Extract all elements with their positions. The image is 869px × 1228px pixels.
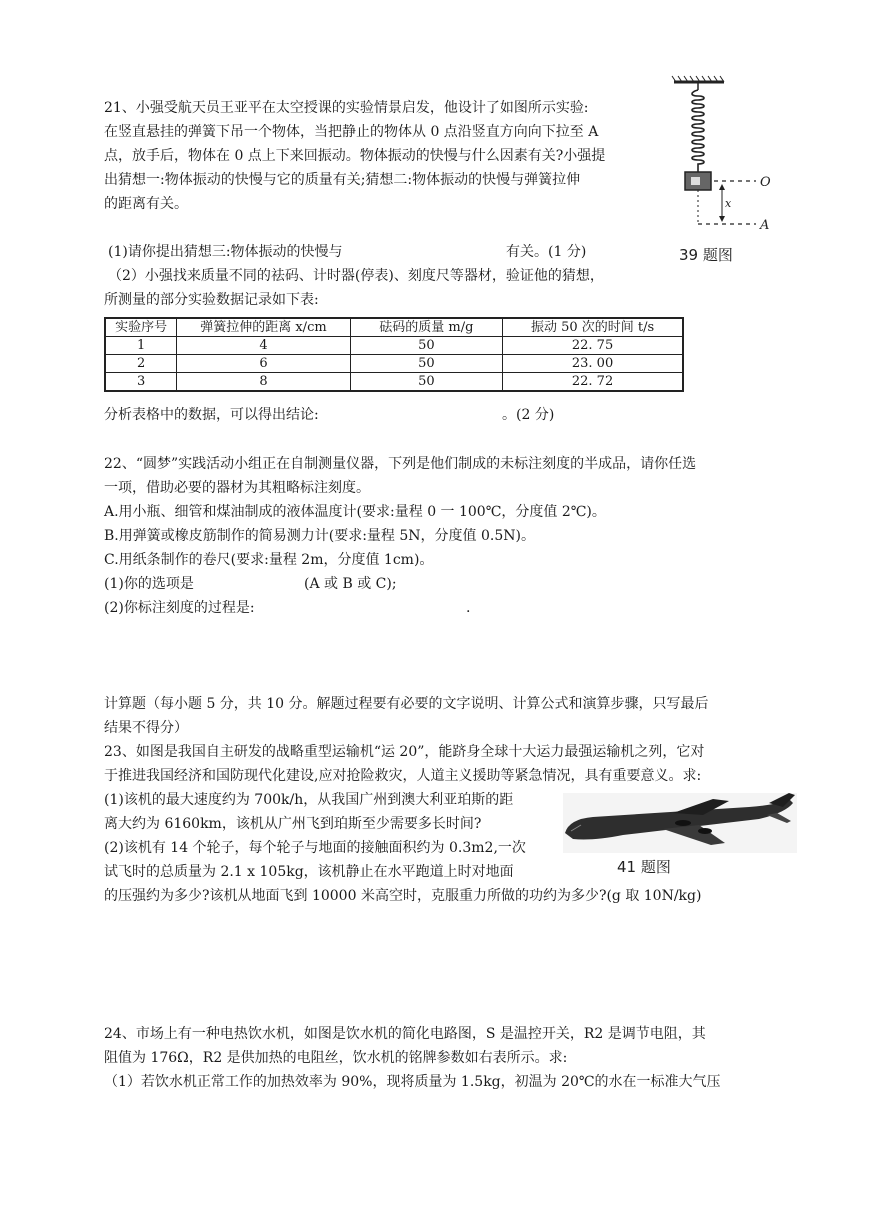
q23-line-6: 试飞时的总质量为 2.1 x 105kg，该机静止在水平跑道上时对地面 <box>104 864 514 880</box>
table-row <box>105 373 683 392</box>
q23-line-5: (2)该机有 14 个轮子，每个轮子与地面的接触面积约为 0.3m2,一次 <box>104 840 526 856</box>
table-header-row <box>105 318 683 337</box>
figure-41-caption: 41 题图 <box>617 858 671 876</box>
q22-sub2-tail: . <box>466 600 471 616</box>
table-cell: 50 <box>350 355 502 373</box>
q23-line-4: 离大约为 6160km，该机从广州飞到珀斯至少需要多长时间? <box>104 816 482 832</box>
q21-line-1: 21、小强受航天员王亚平在太空授课的实验情景启发，他设计了如图所示实验: <box>104 100 589 116</box>
table-cell: 2 <box>105 355 177 373</box>
spring-coil <box>692 90 704 172</box>
table-row <box>105 355 683 373</box>
table-cell: 1 <box>105 337 177 355</box>
label-o: O <box>760 175 771 190</box>
spring-figure <box>668 72 778 272</box>
table-row <box>105 337 683 355</box>
table-cell: 6 <box>177 355 350 373</box>
q22-option-b: B.用弹簧或橡皮筋制作的简易测力计(要求:量程 5N，分度值 0.5N)。 <box>104 528 535 544</box>
q21-line-3: 点，放手后，物体在 0 点上下来回振动。物体振动的快慢与什么因素有关?小强提 <box>104 148 606 164</box>
table-header: 振动 50 次的时间 t/s <box>503 318 683 337</box>
q22-sub2-prompt: (2)你标注刻度的过程是: <box>104 600 255 616</box>
calc-heading-line-2: 结果不得分） <box>104 720 188 736</box>
q21-sub2-line-1: （2）小强找来质量不同的祛码、计时器(停表)、刻度尺等器材，验证他的猜想， <box>108 268 604 284</box>
table-header: 实验序号 <box>105 318 177 337</box>
q22-option-c: C.用纸条制作的卷尺(要求:量程 2m，分度值 1cm)。 <box>104 552 434 568</box>
table-cell: 22. 72 <box>503 373 683 392</box>
q23-line-1: 23、如图是我国自主研发的战略重型运输机“运 20”，能跻身全球十大运力最强运输机之列，它对 <box>104 744 705 760</box>
q22-sub1-prompt: (1)你的选项是 <box>104 576 194 592</box>
table-header: 弹簧拉伸的距离 x/cm <box>177 318 350 337</box>
table-cell: 3 <box>105 373 177 392</box>
q23-line-2: 于推进我国经济和国防现代化建设,应对抢险救灾，人道主义援助等紧急情况，具有重要意义。求: <box>104 768 702 784</box>
table-cell: 23. 00 <box>503 355 683 373</box>
table-cell: 50 <box>350 373 502 392</box>
q22-sub1-tail: (A 或 B 或 C); <box>304 576 397 592</box>
q21-line-5: 的距离有关。 <box>104 196 188 212</box>
q21-sub1-tail: 有关。(1 分) <box>506 244 587 260</box>
experiment-table <box>104 317 684 392</box>
q23-line-7: 的压强约为多少?该机从地面飞到 10000 米高空时，克服重力所做的功约为多少?(g 取 10N/kg) <box>104 888 702 904</box>
q22-line-2: 一项，借助必要的器材为其粗略标注刻度。 <box>104 480 370 496</box>
q21-sub2-line-2: 所测量的部分实验数据记录如下表: <box>104 292 319 308</box>
table-cell: 50 <box>350 337 502 355</box>
q21-line-4: 出猜想一:物体振动的快慢与它的质量有关;猜想二:物体振动的快慢与弹簧拉伸 <box>104 172 581 188</box>
table-cell: 4 <box>177 337 350 355</box>
table-cell: 8 <box>177 373 350 392</box>
calc-heading-line-1: 计算题（每小题 5 分，共 10 分。解题过程要有必要的文字说明、计算公式和演算步骤，只写最后 <box>104 696 709 712</box>
q23-line-3: (1)该机的最大速度约为 700k/h，从我国广州到澳大利亚珀斯的距 <box>104 792 514 808</box>
label-x: x <box>725 197 732 210</box>
aircraft-photo <box>563 793 797 853</box>
table-cell: 22. 75 <box>503 337 683 355</box>
label-a: A <box>760 218 770 233</box>
q21-conclusion-tail: 。(2 分) <box>502 407 555 423</box>
q22-line-1: 22、“圆梦”实践活动小组正在自制测量仪器，下列是他们制成的未标注刻度的半成品，请你任选 <box>104 456 697 472</box>
q24-line-3: （1）若饮水机正常工作的加热效率为 90%，现将质量为 1.5kg，初温为 20℃的水在一标准大气压 <box>104 1074 721 1090</box>
q24-line-1: 24、市场上有一种电热饮水机，如图是饮水机的简化电路图，S 是温控开关，R2 是调节电阻，其 <box>104 1026 706 1042</box>
q22-option-a: A.用小瓶、细管和煤油制成的液体温度计(要求:量程 0 一 100℃，分度值 2℃)。 <box>104 504 606 520</box>
q24-line-2: 阻值为 176Ω，R2 是供加热的电阻丝，饮水机的铭牌参数如右表所示。求: <box>104 1050 568 1066</box>
q21-sub1-prompt: (1)请你提出猜想三:物体振动的快慢与 <box>108 244 343 260</box>
figure-39-caption: 39 题图 <box>679 246 733 264</box>
q21-conclusion-prompt: 分析表格中的数据，可以得出结论: <box>104 407 319 423</box>
table-header: 砝码的质量 m/g <box>350 318 502 337</box>
q21-line-2: 在竖直悬挂的弹簧下吊一个物体，当把静止的物体从 0 点沿竖直方向向下拉至 A <box>104 124 599 140</box>
